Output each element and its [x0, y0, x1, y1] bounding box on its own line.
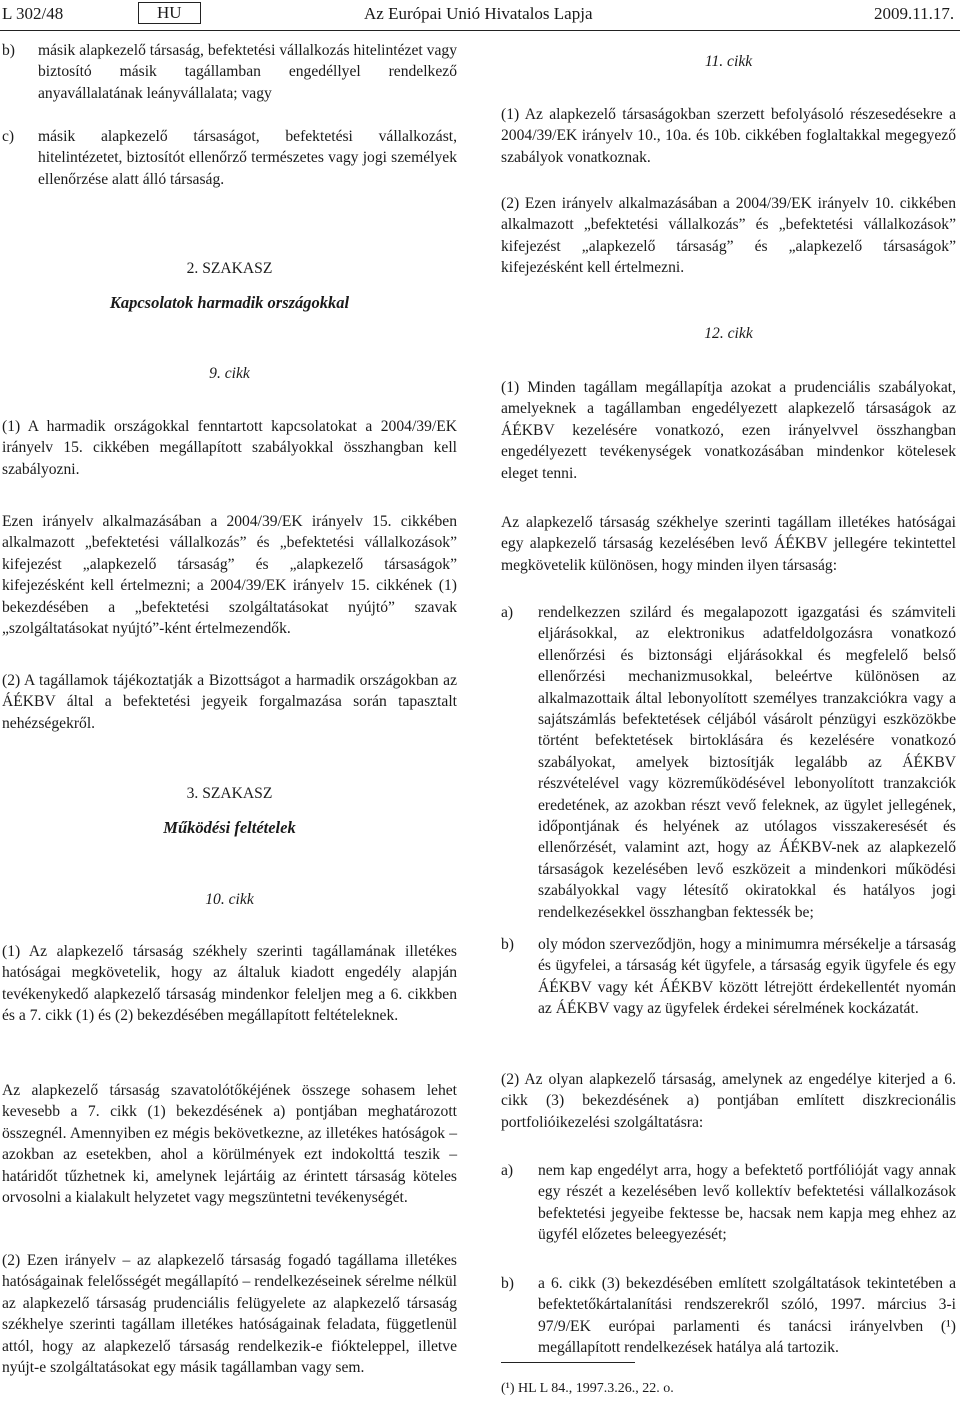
footnote-rule: [501, 1362, 635, 1363]
list-item-a: [501, 1160, 956, 1246]
section-number: 3. SZAKASZ: [186, 785, 273, 802]
list-label: b): [501, 1275, 514, 1292]
list-item-a: [501, 602, 956, 923]
article-heading: 12. cikk: [704, 325, 753, 342]
page-reference: L 302/48: [2, 4, 64, 23]
list-item-c: [2, 126, 457, 190]
paragraph: Az alapkezelő társaság szavatolótőkéjének összege sohasem lehet kevesebb a 7. cikk (1) bekezdésének a) pontjában meghatározott összegnél. Amennyiben ez mégis bekövetkezne, az illetékes hatóságok – azokban az esetekben, ahol a körülmények ezt indokolttá teszik –határidőt tűzhetnek ki, amelynek lejártáig az érintett társaság köteles orvosolni a kialakult helyzetet vagy megszüntetni tevékenységét.: [2, 1082, 457, 1207]
right-column: [501, 0, 956, 1402]
paragraph: (1) Az alapkezelő társaságokban szerzett befolyásoló részesedésekre a 2004/39/EK irányelv 10., 10a. és 10b. cikkében foglaltakkal megegyező szabályok vonatkoznak.: [501, 106, 956, 166]
list-label: a): [501, 1162, 514, 1179]
list-text: oly módon szerveződjön, hogy a minimumra mérsékelje a társaság és ügyfelei, a társaság két ügyfele, a társaság egyik ügyfele és egy ÁÉKBV vagy két ÁÉKBV között létrejött érdekellentét nyomán az ÁÉKBV vagy az ügyfelek érdekei sérelmének kockázatát.: [538, 936, 956, 1018]
left-column: [2, 0, 457, 1402]
article-heading: 11. cikk: [704, 53, 753, 70]
journal-title: Az Európai Unió Hivatalos Lapja: [364, 4, 593, 23]
list-text: másik alapkezelő társaságot, befektetési vállalkozást, hitelintézetet, biztosítót ellenőrző természetes vagy jogi személyek ellenőrzése alatt álló társaság.: [38, 128, 457, 188]
language-code: HU: [138, 2, 201, 24]
footnote: (¹) HL L 84., 1997.3.26., 22. o.: [501, 1381, 674, 1396]
list-item-b: [501, 934, 956, 1020]
paragraph: (1) Minden tagállam megállapítja azokat a prudenciális szabályokat, amelyeknek a tagállamban engedélyezett alapkezelő társaságok az ÁÉKBV kezelésére vonatkozó, ezen irányelvvel összhangban engedélyezett tevékenységek vonatkozásában mindenkor kötelesek eleget tenni.: [501, 379, 956, 482]
list-item-b: [2, 40, 457, 104]
list-label: a): [501, 604, 514, 621]
list-label: b): [501, 936, 514, 953]
paragraph: Az alapkezelő társaság székhelye szerinti tagállam illetékes hatóságai egy alapkezelő társaság kezelésében levő ÁÉKBV jellegére tekintettel megkövetelik különösen, hogy minden ilyen társaság:: [501, 514, 956, 574]
list-item-b: [501, 1273, 956, 1359]
paragraph: (2) Ezen irányelv alkalmazásában a 2004/39/EK irányelv 10. cikkében alkalmazott „befektetési vállalkozás” és „befektetési vállalkozások” kifejezést „alapkezelő társaság” és „alapkezelő társaságok” kifejezésként kell értelmezni.: [501, 195, 956, 277]
paragraph: (1) Az alapkezelő társaság székhely szerinti tagállamának illetékes hatóságai megkövetelik, hogy az általuk kiadott engedély alapján tevékenykedő alapkezelő társaság mindenkor feleljen meg a 6. cikkben és a 7. cikk (1) és (2) bekezdésében megállapított feltételeknek.: [2, 943, 457, 1025]
list-text: nem kap engedélyt arra, hogy a befektető portfólióját vagy annak egy részét a kezelésében levő kollektív befektetési vállalkozások befektetési jegyeibe fektesse be, hacsak nem kapja meg ehhez az ügyfél előzetes beleegyezését;: [538, 1162, 956, 1244]
list-label: c): [2, 128, 15, 145]
section-title: Kapcsolatok harmadik országokkal: [109, 293, 350, 312]
paragraph: (2) Az olyan alapkezelő társaság, amelynek az engedélye kiterjed a 6. cikk (3) bekezdésének a) pontjában említett diszkrecionális portfolióikezelési szolgáltatásra:: [501, 1071, 956, 1131]
section-title: Működési feltételek: [163, 818, 296, 837]
list-text: másik alapkezelő társaság, befektetési vállalkozás hitelintézet vagy biztosító másik tagállamban engedéllyel rendelkező anyavállalatának leányvállalata; vagy: [38, 42, 457, 102]
paragraph: (1) A harmadik országokkal fenntartott kapcsolatokat a 2004/39/EK irányelv 15. cikkében megállapított szabályokkal összhangban kell szabályozni.: [2, 418, 457, 478]
list-label: b): [2, 42, 15, 59]
paragraph: (2) A tagállamok tájékoztatják a Bizottságot a harmadik országokban az ÁÉKBV által a befektetési jegyeik forgalmazása során tapasztalt nehézségekről.: [2, 672, 457, 732]
publication-date: 2009.11.17.: [874, 4, 955, 23]
section-number: 2. SZAKASZ: [186, 260, 273, 277]
paragraph: (2) Ezen irányelv – az alapkezelő társaság fogadó tagállama illetékes hatóságainak felelősségét megállapító – rendelkezéseinek sérelme nélkül az alapkezelő társaság prudenciális felügyelete az alapkezelő társaság székhelye szerinti tagállam illetékes hatóságainak feladata, függetlenül attól, hogy az alapkezelő társaság rendelkezik-e fióktelеppel, illetve nyújt-e szolgáltatásokat egy másik tagállamban vagy sem.: [2, 1252, 457, 1377]
article-heading: 9. cikk: [209, 365, 250, 382]
list-text: a 6. cikk (3) bekezdésében említett szolgáltatások tekintetében a befektetőkártalanítási rendszerekről szóló, 1997. március 3-i 97/9/EK európai parlamenti és tanácsi irányelvben (¹) megállapított rendelkezések hatálya alá tartozik.: [538, 1275, 956, 1357]
paragraph: Ezen irányelv alkalmazásában a 2004/39/EK irányelv 15. cikkében alkalmazott „befektetési vállalkozás” és „befektetési vállalkozások” kifejezést „alapkezelő társaság” és „alapkezelő társaságok” kifejezésként kell értelmezni; a 2004/39/EK irányelv 15. cikkének (1) bekezdésében a „befektetési szolgáltatásokat nyújtó” szavak „szolgáltatásokat nyújtó”-ként értelmezendők.: [2, 513, 457, 638]
list-text: rendelkezzen szilárd és megalapozott igazgatási és számviteli eljárásokkal, az elektronikus adatfeldolgozásra vonatkozó ellenőrzési és biztonsági eljárásokkal és megfelelő belső ellenőrzési mechanizmusokkal, beleértve különösen az alkalmazottaik által lebonyolított személyes tranzakciókra vagy a sajátszámlás befektetések céljából vásárolt pénzügyi eszközökbe történt befektetések birtoklására és kezelésére vonatkozó szabályokat, amelyek biztosítják legalább az ÁÉKBV részvételével vagy közreműködésével lebonyolított tranzakciók eredetének, az azokban részt vevő feleknek, az ügylet jellegének, időpontjának és helyének az utólagos visszakeresését és ellenőrzését, valamint azt, hogy az ÁÉKBV-nek az alapkezelő társaságok kezelésében levő eszközeit a mindenkori működési szabályokkal vagy létesítő okiratokkal és hatályos jogi rendelkezésekkel összhangban fektessék be;: [538, 604, 956, 921]
article-heading: 10. cikk: [205, 891, 254, 908]
